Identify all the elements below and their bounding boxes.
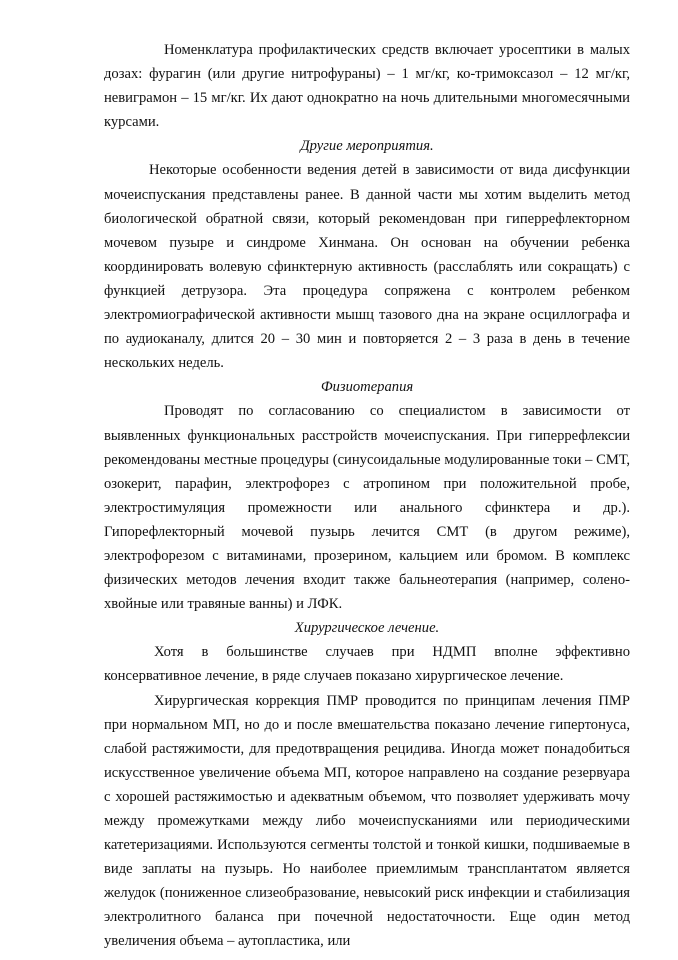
paragraph-surgical-intro: Хотя в большинстве случаев при НДМП вполне эффективно консервативное лечение, в ряде случаев показано хирургическое лечение. <box>104 644 630 685</box>
paragraph-biofeedback: Некоторые особенности ведения детей в зависимости от вида дисфункции мочеиспускания представлены ранее. В данной части мы хотим выделить метод биологической обратной связи, который рекомендован при гиперрефлекторном мочевом пузыре и синдроме Хинмана. Он основан на обучении ребенка координировать волевую сфинктерную активность (расслаблять или сокращать) с функцией детрузора. Эта процедура сопряжена с контролем ребенком электромиографической активности мышц тазового дна на экране осциллографа и по аудиоканалу, длится 20 – 30 мин и повторяется 2 – 3 раза в день в течение нескольких недель. <box>104 162 630 372</box>
document-body <box>104 38 630 954</box>
heading-surgical-treatment: Хирургическое лечение. <box>294 620 440 637</box>
paragraph-physiotherapy: Проводят по согласованию со специалистом в зависимости от выявленных функциональных расстройств мочеиспускания. При гиперрефлексии рекомендованы местные процедуры (синусоидальные модулированные токи – СМТ, озокерит, парафин, электрофорез с атропином при положительной пробе, электростимуляция промежности или анального сфинктера и др.). Гипорефлекторный мочевой пузырь лечится СМТ (в другом режиме), электрофорезом с витаминами, прозерином, кальцием или бромом. В комплекс физических методов лечения входит также бальнеотерапия (например, солено-хвойные или травяные ванны) и ЛФК. <box>104 403 630 613</box>
heading-other-measures: Другие мероприятия. <box>300 138 434 155</box>
heading-physiotherapy: Физиотерапия <box>320 379 414 396</box>
paragraph-surgical-correction: Хирургическая коррекция ПМР проводится по принципам лечения ПМР при нормальном МП, но до и после вмешательства показано лечение гипертонуса, слабой растяжимости, для предотвращения рецидива. Иногда может понадобиться искусственное увеличение объема МП, которое направлено на создание резервуара с хорошей растяжимостью и адекватным объемом, что позволяет удерживать мочу между промежутками между либо мочеиспусканиями или периодическими катетеризациями. Используются сегменты толстой и тонкой кишки, подшиваемые в виде заплаты на пузырь. Но наиболее приемлимым трансплантатом является желудок (пониженное слизеобразование, невысокий риск инфекции и стабилизация электролитного баланса при почечной недостаточности. Еще один метод увеличения объема – аутопластика, или <box>104 692 630 950</box>
paragraph-prophylaxis: Номенклатура профилактических средств включает уросептики в малых дозах: фурагин (или другие нитрофураны) – 1 мг/кг, ко-тримоксазол – 12 мг/кг, невиграмон – 15 мг/кг. Их дают однократно на ночь длительными многомесячными курсами. <box>104 42 630 131</box>
